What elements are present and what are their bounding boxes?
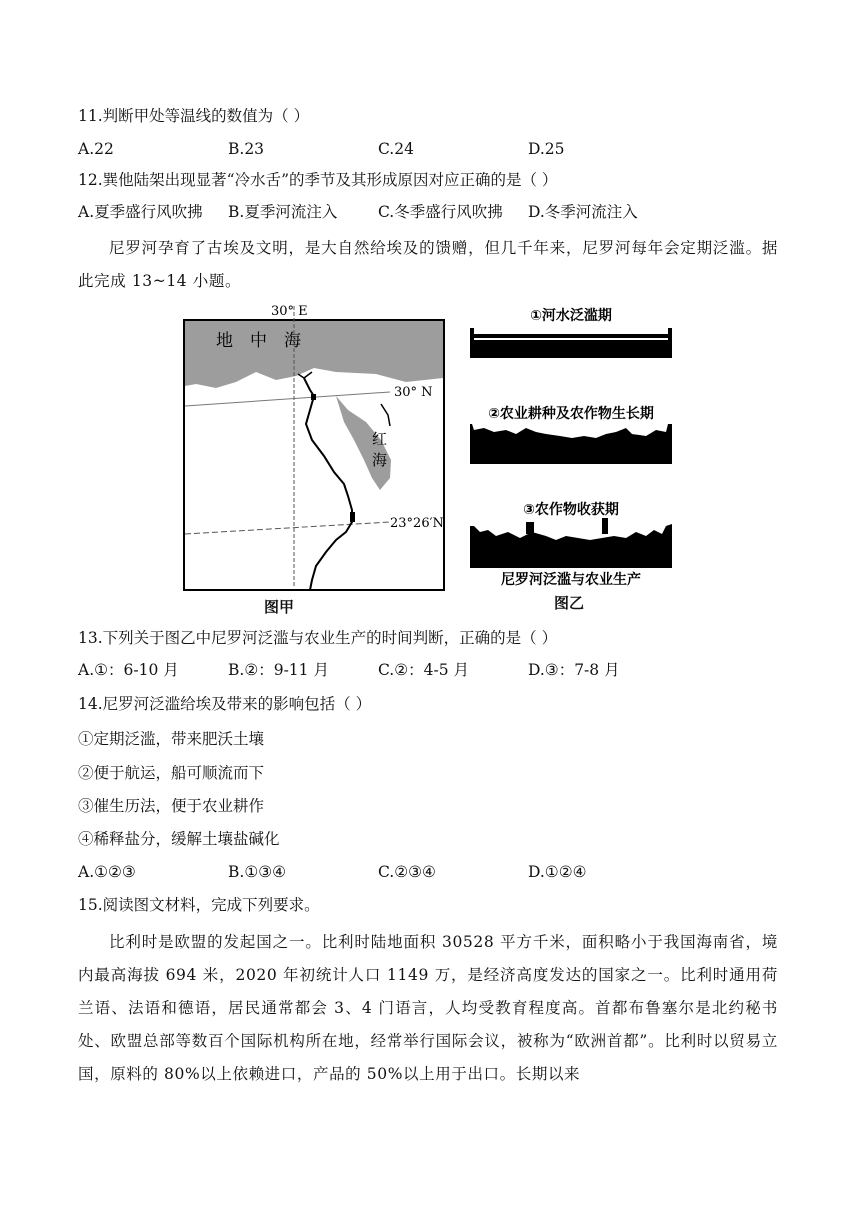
q12-option-b: B.夏季河流注入 bbox=[228, 203, 338, 221]
nile-intro-paragraph: 尼罗河孕育了古埃及文明，是大自然给埃及的馈赠，但几千年来，尼罗河每年会定期泛滥。据此完成 13~14 小题。 bbox=[78, 239, 778, 290]
q14-option-b: B.①③④ bbox=[228, 863, 287, 881]
q11-stem: 11.判断甲处等温线的数值为（ ） bbox=[78, 107, 310, 125]
q11-option-b: B.23 bbox=[228, 140, 265, 158]
q13-stem: 13.下列关于图乙中尼罗河泛滥与农业生产的时间判断，正确的是（ ） bbox=[78, 629, 558, 647]
stage-2-label: ②农业耕种及农作物生长期 bbox=[488, 406, 654, 422]
lat-label-tropic: 23°26′N bbox=[390, 516, 444, 531]
q11-option-d: D.25 bbox=[528, 140, 565, 158]
q12-option-c: C.冬季盛行风吹拂 bbox=[378, 203, 503, 221]
red-sea-label-2: 海 bbox=[372, 451, 388, 469]
stage-2-profile bbox=[470, 424, 672, 464]
q11-option-c: C.24 bbox=[378, 140, 414, 158]
q14-item-3: ③催生历法，便于农业耕作 bbox=[78, 797, 265, 815]
q15-stem: 15.阅读图文材料，完成下列要求。 bbox=[78, 896, 320, 914]
lat-label-30n: 30° N bbox=[394, 385, 433, 400]
figure-b-diagram bbox=[466, 300, 676, 590]
q14-option-c: C.②③④ bbox=[378, 863, 436, 881]
q14-item-4: ④稀释盐分，缓解土壤盐碱化 bbox=[78, 830, 280, 848]
q12-option-d: D.冬季河流注入 bbox=[528, 203, 638, 221]
figure-b-title: 尼罗河泛滥与农业生产 bbox=[501, 572, 641, 588]
q11-option-a: A.22 bbox=[78, 140, 114, 158]
q13-option-c: C.②：4-5 月 bbox=[378, 661, 470, 679]
q14-option-a: A.①②③ bbox=[78, 863, 136, 881]
stage-3-profile bbox=[470, 524, 672, 568]
q14-stem: 14.尼罗河泛滥给埃及带来的影响包括（ ） bbox=[78, 695, 372, 713]
q12-option-a: A.夏季盛行风吹拂 bbox=[78, 203, 203, 221]
figure-a-map bbox=[176, 300, 456, 620]
q13-option-a: A.①：6-10 月 bbox=[78, 661, 179, 679]
figure-a-caption: 图甲 bbox=[264, 598, 295, 616]
q13-option-b: B.②：9-11 月 bbox=[228, 661, 329, 679]
q14-option-d: D.①②④ bbox=[528, 863, 587, 881]
stage-1-label: ①河水泛滥期 bbox=[530, 308, 612, 324]
stage-1-profile bbox=[470, 328, 672, 358]
q13-option-d: D.③：7-8 月 bbox=[528, 661, 620, 679]
red-sea-label-1: 红 bbox=[372, 430, 388, 448]
aswan-marker bbox=[350, 512, 355, 522]
sea-label: 地 中 海 bbox=[216, 331, 301, 351]
q14-item-2: ②便于航运，船可顺流而下 bbox=[78, 764, 265, 782]
lon-label: 30° E bbox=[271, 304, 308, 319]
q15-paragraph: 比利时是欧盟的发起国之一。比利时陆地面积 30528 平方千米，面积略小于我国海南省，境内最高海拔 694 米，2020 年初统计人口 1149 万，是经济高度发达的国家之一。比利时通用荷兰语、法语和德语，居民通常都会 3、4 门语言，人均受教育程度高。首都布鲁塞尔是北约秘书处、欧盟总部等数百个国际机构所在地，经常举行国际会议，被称为“欧洲首都”。比利时以贸易立国，原料的 80%以上依赖进口，产品的 50%以上用于出口。长期以来 bbox=[78, 933, 778, 1083]
cairo-marker bbox=[311, 394, 316, 400]
q12-stem: 12.巽他陆架出现显著“冷水舌”的季节及其形成原因对应正确的是（ ） bbox=[78, 171, 558, 189]
stage-3-label: ③农作物收获期 bbox=[523, 502, 619, 518]
q14-item-1: ①定期泛滥，带来肥沃土壤 bbox=[78, 730, 265, 748]
figure-b-caption: 图乙 bbox=[554, 594, 585, 612]
